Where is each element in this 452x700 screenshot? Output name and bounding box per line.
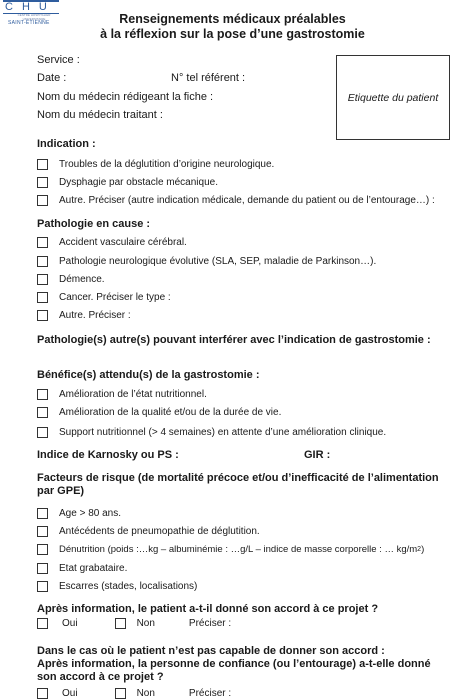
checkbox[interactable] [37, 159, 48, 170]
service-field[interactable]: Service : [37, 54, 80, 66]
checkbox-label: Amélioration de l’état nutritionnel. [59, 389, 207, 400]
title-line-1: Renseignements médicaux préalables [119, 12, 346, 26]
non-label: Non [136, 688, 155, 699]
checkbox-label: Dénutrition (poids :…kg – albuminémie : …g/L – indice de masse corporelle : … kg/m [59, 544, 418, 555]
indication-item [37, 159, 274, 170]
patient-label-text: Etiquette du patient [347, 92, 439, 104]
checkbox-label: Autre. Préciser : [59, 310, 131, 321]
checkbox[interactable] [37, 581, 48, 592]
checkbox[interactable] [37, 508, 48, 519]
facteur-item [37, 544, 424, 555]
facteurs-heading-line-2: par GPE) [37, 485, 85, 497]
indication-heading: Indication : [37, 138, 96, 150]
checkbox-label: Dysphagie par obstacle mécanique. [59, 177, 218, 188]
checkbox[interactable] [37, 427, 48, 438]
closing-paren: ) [421, 544, 425, 555]
checkbox-label: Age > 80 ans. [59, 508, 121, 519]
checkbox-non[interactable] [115, 688, 126, 699]
pathologie-item [37, 237, 187, 248]
facteur-item [37, 508, 121, 519]
checkbox-oui[interactable] [37, 688, 48, 699]
non-label: Non [136, 618, 155, 629]
chu-logo [3, 0, 59, 26]
medecin-fiche-field[interactable]: Nom du médecin rédigeant la fiche : [37, 91, 214, 103]
checkbox-label: Accident vasculaire cérébral. [59, 237, 187, 248]
pathologie-item [37, 256, 376, 267]
pathologie-item [37, 310, 131, 321]
checkbox-label: Autre. Préciser (autre indication médicale, demande du patient ou de l’entourage…) : [59, 195, 435, 206]
checkbox-oui[interactable] [37, 618, 48, 629]
tel-referent-field[interactable]: N° tel référent : [171, 72, 246, 84]
logo-city: SAINT-ÉTIENNE [8, 20, 50, 26]
facteur-item [37, 563, 127, 574]
oui-label: Oui [62, 688, 78, 699]
pathologie-item [37, 292, 171, 303]
pathologie-heading: Pathologie en cause : [37, 218, 151, 230]
checkbox[interactable] [37, 563, 48, 574]
pathologie-item [37, 274, 105, 285]
title-line-2: à la réflexion sur la pose d’une gastrostomie [100, 27, 365, 41]
preciser-label: Préciser : [188, 688, 232, 699]
accord-confiance-options [37, 688, 231, 699]
logo-name: CHU [5, 1, 56, 13]
checkbox[interactable] [37, 274, 48, 285]
indication-item [37, 195, 435, 206]
checkbox-label: Troubles de la déglutition d’origine neurologique. [59, 159, 275, 170]
checkbox-label: Antécédents de pneumopathie de déglutition. [59, 526, 260, 537]
accord-confiance-heading [37, 645, 447, 684]
checkbox-label: Pathologie neurologique évolutive (SLA, SEP, maladie de Parkinson…). [59, 256, 377, 267]
checkbox[interactable] [37, 237, 48, 248]
checkbox-label: Support nutritionnel (> 4 semaines) en attente d’une amélioration clinique. [59, 427, 387, 438]
logo-subtext: CENTRE HOSPITALIER UNIVERSITAIRE [17, 13, 51, 21]
facteur-item [37, 526, 260, 537]
accord-patient-heading: Après information, le patient a-t-il donné son accord à ce projet ? [37, 603, 379, 615]
checkbox[interactable] [37, 195, 48, 206]
facteurs-heading-line-1: Facteurs de risque (de mortalité précoce et/ou d’inefficacité de l’alimentation [37, 472, 439, 484]
pathologie-autre-heading: Pathologie(s) autre(s) pouvant interférer avec l’indication de gastrostomie : [37, 334, 431, 346]
facteurs-heading [37, 472, 447, 498]
benefice-item [37, 389, 207, 400]
benefices-heading: Bénéfice(s) attendu(s) de la gastrostomie : [37, 369, 260, 381]
facteur-item [37, 581, 197, 592]
accord-confiance-line-1: Dans le cas où le patient n’est pas capable de donner son accord : [37, 645, 385, 657]
benefice-item [37, 427, 386, 438]
karnosky-field[interactable]: Indice de Karnosky ou PS : [37, 449, 179, 461]
date-field[interactable]: Date : [37, 72, 67, 84]
checkbox-non[interactable] [115, 618, 126, 629]
checkbox[interactable] [37, 292, 48, 303]
checkbox[interactable] [37, 256, 48, 267]
patient-label-box [336, 55, 450, 140]
checkbox-label: Démence. [59, 274, 105, 285]
checkbox[interactable] [37, 544, 48, 555]
superscript: 2 [417, 546, 422, 553]
benefice-item [37, 407, 281, 418]
gir-field[interactable]: GIR : [304, 449, 331, 461]
checkbox[interactable] [37, 526, 48, 537]
checkbox-label: Escarres (stades, localisations) [59, 581, 198, 592]
preciser-label: Préciser : [188, 618, 232, 629]
checkbox[interactable] [37, 310, 48, 321]
checkbox[interactable] [37, 389, 48, 400]
indication-item [37, 177, 218, 188]
checkbox[interactable] [37, 177, 48, 188]
page-title [60, 12, 405, 42]
medecin-traitant-field[interactable]: Nom du médecin traitant : [37, 109, 163, 121]
accord-patient-options [37, 618, 231, 629]
checkbox-label: Etat grabataire. [59, 563, 128, 574]
checkbox[interactable] [37, 407, 48, 418]
oui-label: Oui [62, 618, 78, 629]
accord-confiance-line-3: son accord à ce projet ? [37, 671, 164, 683]
checkbox-label: Amélioration de la qualité et/ou de la durée de vie. [59, 407, 282, 418]
accord-confiance-line-2: Après information, la personne de confiance (ou l’entourage) a-t-elle donné [37, 658, 431, 670]
checkbox-label: Cancer. Préciser le type : [59, 292, 171, 303]
